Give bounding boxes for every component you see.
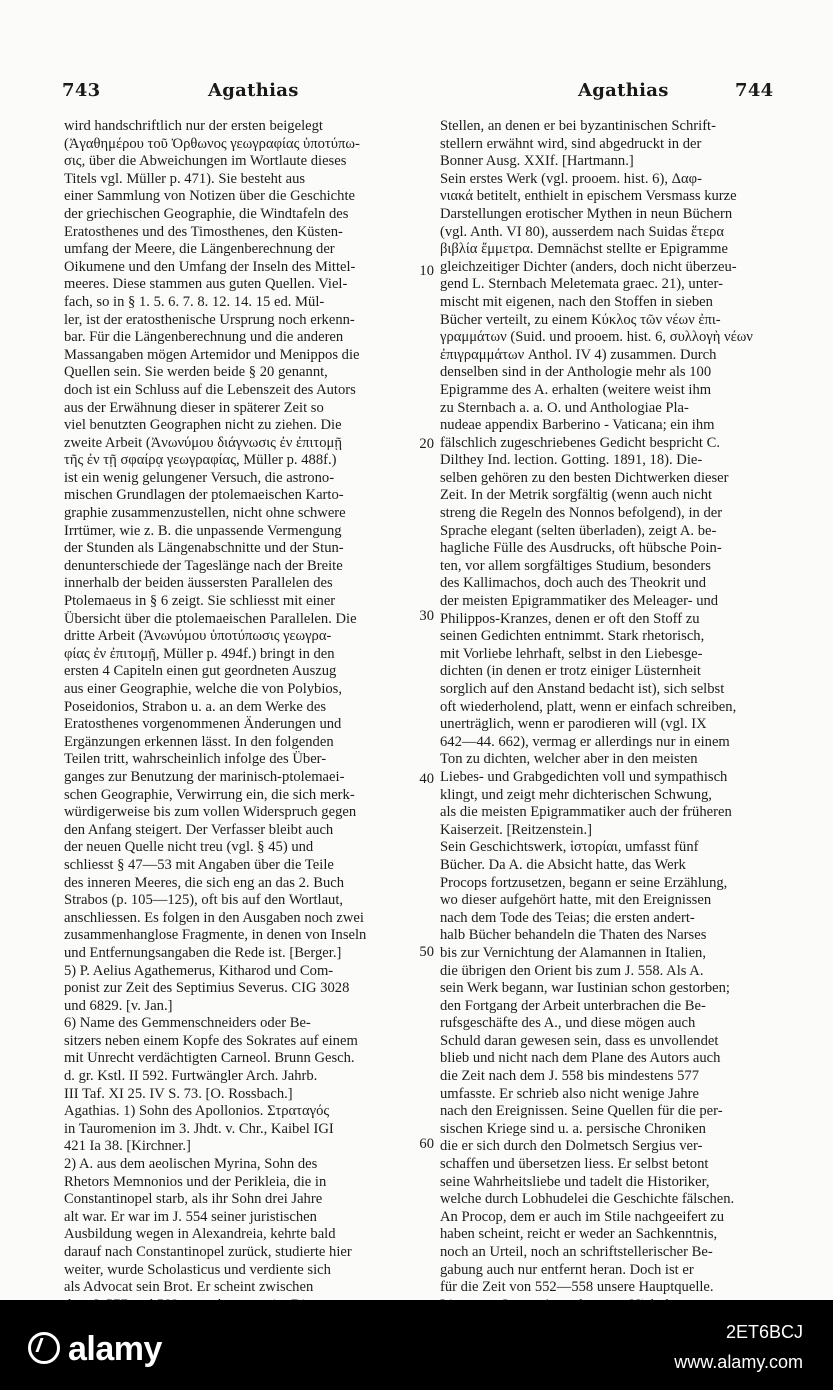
left-page-number: 743: [62, 80, 101, 101]
line-number: 60: [419, 1136, 434, 1152]
text-line: ganges zur Benutzung der marinisch-ptolemaei-: [64, 768, 345, 785]
text-line: würdigerweise bis zum vollen Widerspruch gegen: [64, 804, 357, 821]
text-line: Oikumene und den Umfang der Inseln des Mittel-: [64, 258, 356, 275]
text-line: aus der Erwähnung dieser in späterer Zeit so: [64, 399, 324, 416]
text-line: denselben sind in der Anthologie mehr als 100: [440, 364, 712, 381]
text-line: einer Sammlung von Notizen über die Geschichte: [64, 188, 355, 205]
text-line: τῆς ἐν τῇ σφαίρᾳ γεωγραφίας, Müller p. 488f.): [64, 452, 337, 469]
left-text-column: [64, 118, 406, 1314]
text-line: der neuen Quelle nicht treu (vgl. § 45) und: [64, 839, 314, 856]
text-line: ler, ist der eratosthenische Ursprung noch erkenn-: [64, 311, 355, 328]
text-line: doch ist ein Schluss auf die Lebenszeit des Autors: [64, 381, 356, 398]
text-line: d. gr. Kstl. II 592. Furtwängler Arch. Jahrb.: [64, 1068, 318, 1085]
right-running-title: Agathias: [578, 80, 669, 101]
text-line: νιακά betitelt, enthielt in epischem Versmass kurze: [440, 188, 737, 205]
text-line: Sein erstes Werk (vgl. prooem. hist. 6), Δαφ-: [440, 170, 702, 187]
text-line: die Zeit nach dem J. 558 bis mindestens 577: [440, 1068, 699, 1085]
text-line: schaffen und übersetzen liess. Er selbst betont: [440, 1156, 709, 1173]
text-line: sorglich auf den Anstand bedacht ist), sich selbst: [440, 681, 725, 697]
text-line: umfasste. Er schrieb also nicht wenige Jahre: [440, 1085, 699, 1102]
text-line: Eratosthenes vorgenommenen Änderungen und: [64, 716, 342, 733]
text-line: Bücher verteilt, zu einem Κύκλος τῶν νέων ἐπι-: [440, 311, 721, 328]
text-line: mit Unrecht verdächtigten Carneol. Brunn Gesch.: [64, 1050, 355, 1067]
text-line: Agathias. 1) Sohn des Apollonios. Στραταγός: [64, 1103, 330, 1120]
text-line: Rhetors Memnonios und der Perikleia, die in: [64, 1173, 327, 1190]
text-line: mischt mit eigenen, nach den Stoffen in sieben: [440, 293, 713, 310]
text-line: die übrigen den Orient bis zum J. 558. Als A.: [440, 962, 704, 979]
left-running-title: Agathias: [208, 80, 299, 101]
text-line: bis zur Vernichtung der Alamannen in Italien,: [440, 944, 706, 961]
text-line: φίας ἐν ἐπιτομῇ, Müller p. 494f.) bringt in den: [64, 645, 335, 662]
text-line: ersten 4 Capiteln einen gut geordneten Auszug: [64, 663, 337, 680]
text-line: (Ἀγαθημέρου τοῦ Ὀρθωνος γεωγραφίας ὑποτύπω-: [64, 135, 360, 152]
text-line: III Taf. XI 25. IV S. 73. [O. Rossbach.]: [64, 1085, 293, 1102]
text-line: 5) P. Aelius Agathemerus, Kitharod und Com-: [64, 962, 334, 979]
text-line: nudeae appendix Barberino - Vaticana; ein ihm: [440, 417, 715, 434]
text-line: nach dem Tode des Teias; die ersten andert-: [440, 909, 695, 926]
text-line: mit Vorliebe lehrhaft, selbst in den Liebesge-: [440, 645, 703, 662]
text-line: Teilen tritt, wahrscheinlich infolge des Über-: [64, 751, 327, 768]
text-line: ten, vor allem sorgfältiges Studium, besonders: [440, 557, 711, 574]
text-line: schen Geographie, Verwirrung ein, die sich merk-: [64, 786, 355, 803]
text-line: noch an Urteil, noch an schriftstellerischer Be-: [440, 1244, 713, 1260]
text-line: zusammenhanglose Fragmente, in denen von Inseln: [64, 927, 367, 944]
text-line: blieb und nicht nach dem Plane des Autors auch: [440, 1050, 721, 1067]
text-line: denunterschiede der Tageslänge nach der Breite: [64, 557, 343, 574]
text-line: Übersicht über die ptolemaeischen Parallelen. Die: [64, 610, 357, 627]
text-line: darauf nach Constantinopel zurück, studierte hier: [64, 1244, 352, 1260]
text-line: der meisten Epigrammatiker des Meleager- und: [440, 593, 719, 610]
text-line: ist ein wenig gelungener Versuch, die astrono-: [64, 469, 335, 486]
text-line: halb Bücher behandeln die Thaten des Narses: [440, 927, 707, 944]
text-line: streng die Regeln des Nonnos befolgend), in der: [440, 505, 723, 522]
text-line: ἐπιγραμμάτων Anthol. IV 4) zusammen. Durch: [440, 346, 717, 363]
text-line: (vgl. Anth. VI 80), ausserdem nach Suidas ἕτερα: [440, 223, 725, 240]
text-line: Irrtümer, wie z. B. die unpassende Vermengung: [64, 522, 342, 539]
text-line: 642—44. 662), vermag er allerdings nur in einem: [440, 733, 730, 750]
site-url: www.alamy.com: [674, 1352, 803, 1372]
text-line: fälschlich zugeschriebenes Gedicht bespricht C.: [440, 434, 721, 451]
text-line: Constantinopel starb, als ihr Sohn drei Jahre: [64, 1191, 323, 1208]
text-line: gend L. Sternbach Meletemata graec. 21), unter-: [440, 276, 723, 293]
text-line: klingt, und zeigt mehr dichterischen Schwung,: [440, 786, 712, 803]
text-line: βιβλία ἔμμετρα. Demnächst stellte er Epigramme: [440, 241, 728, 258]
text-line: Quellen sein. Sie werden beide § 20 genannt,: [64, 364, 328, 381]
text-line: graphie zusammenzustellen, nicht ohne schwere: [64, 505, 346, 522]
right-page-number: 744: [735, 80, 774, 101]
text-line: Bücher. Da A. die Absicht hatte, das Werk: [440, 856, 686, 873]
text-line: Ton zu dichten, welcher aber in den meisten: [440, 751, 698, 768]
alamy-logo: alamy: [28, 1330, 162, 1369]
text-line: gabung auch nur entfernt heran. Doch ist er: [440, 1261, 694, 1278]
text-line: seine Wahrheitsliebe und tadelt die Historiker,: [440, 1173, 710, 1190]
text-line: Philippos-Kranzes, denen er oft den Stoff zu: [440, 610, 700, 627]
watermark-banner: [0, 1300, 833, 1390]
text-line: umfang der Meere, die Längenberechnung der: [64, 241, 335, 258]
text-line: den Anfang steigert. Der Verfasser bleibt auch: [64, 821, 334, 838]
text-line: Ptolemaeus in § 6 zeigt. Sie schliesst mit einer: [64, 593, 336, 610]
text-line: Procops fortzusetzen, begann er seine Erzählung,: [440, 874, 728, 891]
line-number: 30: [419, 608, 434, 624]
line-number: 40: [419, 771, 434, 787]
text-line: stellern erwähnt wird, sind abgedruckt in der: [440, 135, 702, 152]
text-line: σις, über die Abweichungen im Wortlaute dieses: [64, 153, 347, 170]
text-line: und Entfernungsangaben die Rede ist. [Berger.]: [64, 944, 342, 961]
text-line: Poseidonios, Strabon u. a. an dem Werke des: [64, 698, 327, 715]
line-number: 10: [419, 263, 434, 279]
text-line: haben scheint, reicht er weder an Sachkenntnis,: [440, 1226, 718, 1243]
text-line: für die Zeit von 552—558 unsere Hauptquelle.: [440, 1279, 714, 1296]
text-line: als Advocat sein Brot. Er scheint zwischen: [64, 1279, 314, 1296]
text-line: zu Sternbach a. a. O. und Anthologiae Pla-: [440, 399, 689, 416]
text-line: zweite Arbeit (Ἀνωνύμου διάγνωσις ἐν ἐπιτομῇ: [64, 434, 343, 451]
text-line: Schuld daran gewesen sein, dass es unvollendet: [440, 1032, 719, 1049]
text-line: sein Werk begann, war Iustinian schon gestorben;: [440, 980, 730, 997]
text-line: dritte Arbeit (Ἀνωνύμου ὑποτύπωσις γεωγρα-: [64, 628, 332, 645]
line-number: 20: [419, 436, 434, 452]
text-line: wird handschriftlich nur der ersten beigelegt: [64, 118, 323, 134]
text-line: und 6829. [v. Jan.]: [64, 997, 173, 1014]
line-number: 50: [419, 944, 434, 960]
text-line: der Stunden als Längenabschnitte und der Stun-: [64, 540, 344, 557]
text-line: Kaiserzeit. [Reitzenstein.]: [440, 821, 592, 838]
text-line: als die meisten Epigrammatiker auch der früheren: [440, 804, 732, 821]
text-line: Bonner Ausg. XXIf. [Hartmann.]: [440, 153, 634, 170]
text-line: schliesst § 47—53 mit Angaben über die Teile: [64, 856, 334, 873]
text-line: der griechischen Geographie, die Windtafeln des: [64, 205, 349, 222]
text-line: mischen Grundlagen der ptolemaeischen Karto-: [64, 487, 344, 504]
text-line: 421 Ia 38. [Kirchner.]: [64, 1138, 191, 1155]
text-line: des inneren Meeres, die sich eng an das 2. Buch: [64, 874, 345, 891]
text-line: Ausbildung wegen in Alexandreia, kehrte bald: [64, 1226, 336, 1243]
text-line: innerhalb der beiden äussersten Parallelen des: [64, 575, 333, 592]
text-line: sitzers neben einem Kopfe des Sokrates auf einem: [64, 1032, 358, 1049]
text-line: Sprache elegant (selten überladen), zeigt A. be-: [440, 522, 717, 539]
text-line: oft wiederholend, platt, wenn er einfach schreiben,: [440, 698, 737, 715]
text-line: dichten (in denen er trotz einiger Lüsternheit: [440, 663, 701, 680]
text-line: viel benutzten Geographen nicht zu ziehen. Die: [64, 417, 342, 434]
text-line: An Procop, dem er auch im Stile nachgeeifert zu: [440, 1208, 725, 1225]
text-line: bar. Für die Längenberechnung und die anderen: [64, 329, 344, 346]
text-line: wo dieser aufgehört hatte, mit den Ereignissen: [440, 892, 712, 909]
text-line: alt war. Er war im J. 554 seiner juristischen: [64, 1208, 317, 1225]
alamy-logo-icon: [28, 1332, 60, 1364]
text-line: gleichzeitiger Dichter (anders, doch nicht überzeu-: [440, 258, 737, 275]
text-line: welche durch Lobhudelei die Geschichte fälschen.: [440, 1191, 735, 1208]
text-line: fach, so in § 1. 5. 6. 7. 8. 12. 14. 15 ed. Mül-: [64, 293, 325, 310]
text-line: Ergänzungen erkennen lässt. In den folgenden: [64, 733, 334, 750]
text-line: Titels vgl. Müller p. 471). Sie besteht aus: [64, 170, 306, 187]
right-text-column: [440, 118, 782, 1314]
text-line: nach den Ereignissen. Seine Quellen für die per-: [440, 1103, 723, 1120]
text-line: seinen Gedichten entnimmt. Stark rhetorisch,: [440, 628, 705, 645]
text-line: ponist zur Zeit des Septimius Severus. CIG 3028: [64, 980, 350, 997]
text-line: rufsgeschäfte des A., und diese mögen auch: [440, 1015, 696, 1032]
text-line: den Fortgang der Arbeit unterbrachen die Be-: [440, 997, 706, 1014]
text-line: Epigramme des A. erhalten (weitere weist ihm: [440, 381, 712, 398]
text-line: in Tauromenion im 3. Jhdt. v. Chr., Kaibel IGI: [64, 1120, 334, 1137]
text-line: aus einer Geographie, welche die von Polybios,: [64, 681, 343, 697]
text-line: Liebes- und Grabgedichten voll und sympathisch: [440, 768, 728, 785]
text-line: des Kallimachos, doch auch des Theokrit und: [440, 575, 707, 592]
text-line: Strabos (p. 105—125), oft bis auf den Wortlaut,: [64, 892, 344, 909]
text-line: meeres. Diese stammen aus guten Quellen. Viel-: [64, 276, 348, 293]
text-line: selben gehören zu den besten Dichtwerken dieser: [440, 469, 729, 486]
text-line: sischen Kriege sind u. a. persische Chroniken: [440, 1120, 706, 1137]
text-line: 6) Name des Gemmenschneiders oder Be-: [64, 1015, 311, 1032]
text-line: Zeit. In der Metrik sorgfältig (wenn auch nicht: [440, 487, 713, 504]
text-line: Dilthey Ind. lection. Gotting. 1891, 18). Die-: [440, 452, 703, 469]
text-line: Eratosthenes und des Timosthenes, den Küsten-: [64, 223, 343, 240]
image-id: 2ET6BCJ: [725, 1322, 803, 1342]
text-line: weiter, wurde Scholasticus und verdiente sich: [64, 1261, 331, 1278]
text-line: anschliessen. Es folgen in den Ausgaben noch zwei: [64, 909, 364, 926]
text-line: 2) A. aus dem aeolischen Myrina, Sohn des: [64, 1156, 318, 1173]
text-line: die er sich durch den Dolmetsch Sergius ver-: [440, 1138, 703, 1155]
text-line: Massangaben mögen Artemidor und Menippos die: [64, 346, 360, 363]
text-line: Darstellungen erotischer Mythen in neun Büchern: [440, 205, 733, 222]
text-line: Stellen, an denen er bei byzantinischen Schrift-: [440, 118, 716, 134]
text-line: Sein Geschichtswerk, ἱστορίαι, umfasst fünf: [440, 839, 699, 856]
text-line: γραμμάτων (Suid. und prooem. hist. 6, συλλογὴ νέων: [440, 329, 753, 346]
text-line: unerträglich, wenn er parodieren will (vgl. IX: [440, 716, 707, 733]
text-line: hagliche Fülle des Ausdrucks, oft hübsche Poin-: [440, 540, 722, 557]
